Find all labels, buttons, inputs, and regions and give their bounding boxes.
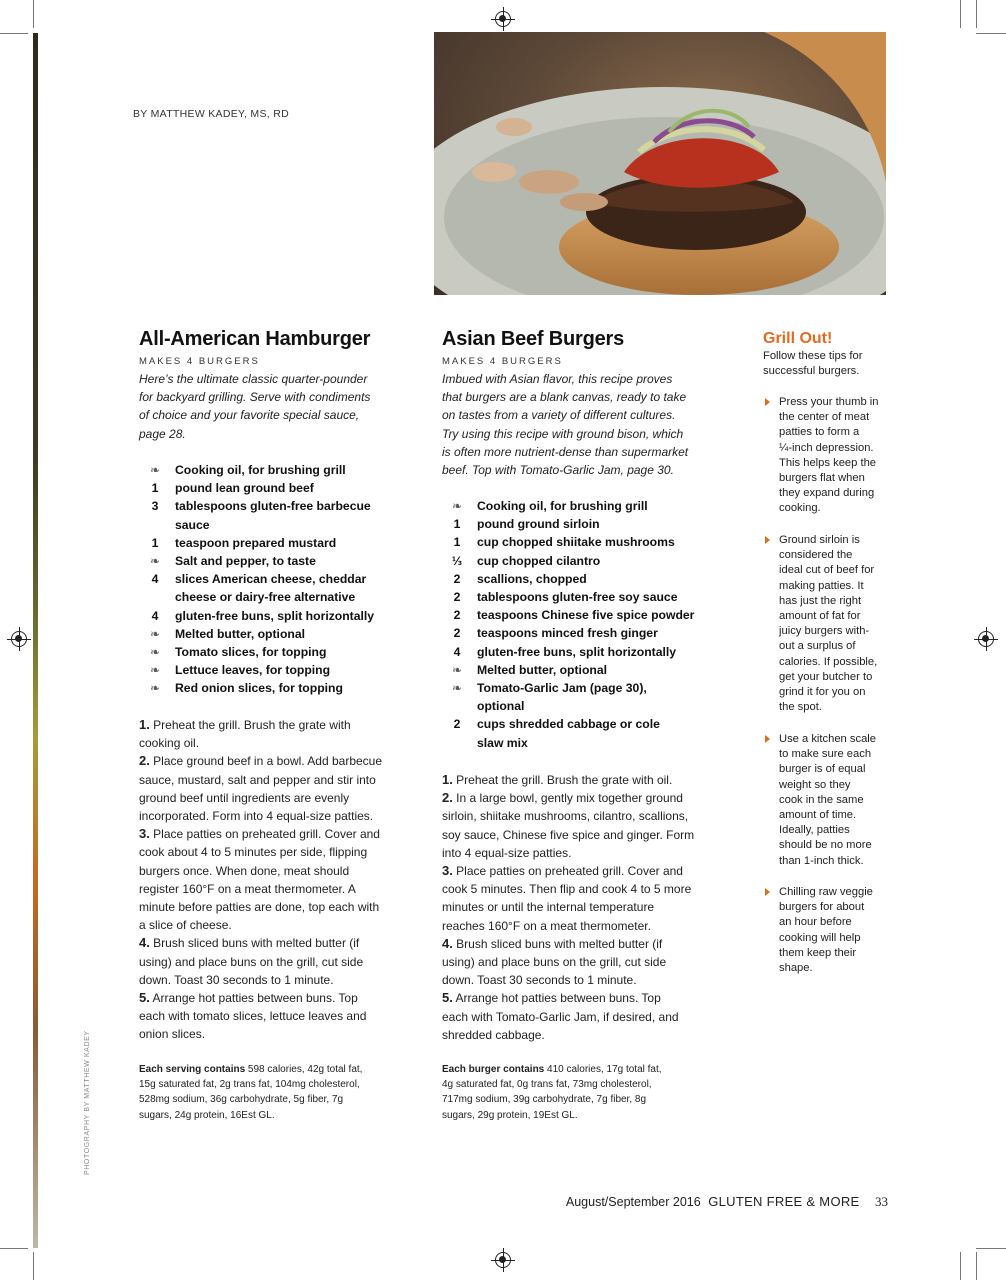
ingredient-item xyxy=(144,661,404,679)
intro-line: Try using this recipe with ground bison, which xyxy=(442,426,684,441)
tip-line: has just the right xyxy=(779,594,862,607)
ingredient-text: Cooking oil, for brushing grill xyxy=(477,499,648,513)
ingredient-text: pound ground sirloin xyxy=(477,517,600,532)
tip-line: weight so they xyxy=(779,778,851,791)
tip-line: calories. If possible, xyxy=(779,655,878,668)
step-number: 1. xyxy=(442,772,453,787)
tip-item xyxy=(765,732,890,869)
step-number: 5. xyxy=(139,990,150,1006)
tip-line: making patties. It xyxy=(779,579,864,592)
recipe-steps xyxy=(442,771,717,1044)
ingredient-list xyxy=(144,461,404,698)
step xyxy=(139,934,404,952)
bullet-arrow-icon xyxy=(765,888,770,896)
step-line: Arrange hot patties between buns. Top xyxy=(149,991,358,1006)
intro-line: Imbued with Asian flavor, this recipe proves xyxy=(442,372,673,386)
step-line: cooking oil. xyxy=(139,736,200,751)
intro-line: page 28. xyxy=(139,426,186,441)
ingredient-item xyxy=(446,679,726,697)
nutrition-line xyxy=(139,1062,404,1077)
ingredient-qty: ❧ xyxy=(451,681,463,696)
step-line: Arrange hot patties between buns. Top xyxy=(452,991,661,1006)
step-number: 1. xyxy=(139,717,150,732)
tip-line: get your butcher to xyxy=(779,670,873,683)
step xyxy=(139,825,404,843)
step-line: down. Toast 30 seconds to 1 minute. xyxy=(139,972,334,987)
ingredient-item xyxy=(446,533,726,551)
ingredient-text: Tomato-Garlic Jam (page 30), xyxy=(477,681,647,696)
recipe-yield: MAKES 4 BURGERS xyxy=(139,356,260,367)
tip-line: out a surplus of xyxy=(779,640,856,653)
nutrition-label: Each serving contains xyxy=(139,1064,246,1075)
tip-line: ¼-inch depression. xyxy=(779,441,874,454)
nutrition-line xyxy=(442,1062,712,1077)
step-line: into 4 equal-size patties. xyxy=(442,845,572,860)
intro-line: of choice and your favorite special sauce, xyxy=(139,408,360,423)
tip-line: amount of time. xyxy=(779,809,857,822)
nutrition-info xyxy=(139,1062,404,1123)
ingredient-text: Cooking oil, for brushing grill xyxy=(175,463,346,477)
step-line: sauce, mustard, salt and pepper and stir into xyxy=(139,772,376,787)
photo-credit: PHOTOGRAPHY BY MATTHEW KADEY xyxy=(84,1030,91,1175)
intro-line: beef. Top with Tomato-Garlic Jam, page 30. xyxy=(442,463,674,478)
step-line: Brush sliced buns with melted butter (if xyxy=(149,936,360,951)
tip-line: shape. xyxy=(779,962,813,975)
ingredient-qty: ❧ xyxy=(149,626,161,641)
tip-line: should be no more xyxy=(779,839,872,852)
step-number: 4. xyxy=(442,935,453,951)
ingredient-qty xyxy=(446,697,468,715)
tip-line: them keep their xyxy=(779,946,857,959)
intro-line: that burgers are a blank canvas, ready to take xyxy=(442,390,687,405)
ingredient-list xyxy=(446,497,726,752)
step-line: Place patties on preheated grill. Cover and xyxy=(149,827,380,842)
recipe-steps xyxy=(139,716,404,1044)
ingredient-text: teaspoon prepared mustard xyxy=(175,535,337,550)
tip-line: This helps keep the xyxy=(779,456,877,469)
ingredient-qty: ❧ xyxy=(149,645,161,660)
nutrition-label: Each burger contains xyxy=(442,1064,545,1075)
ingredient-text: Melted butter, optional xyxy=(477,662,607,677)
ingredient-item xyxy=(446,606,726,624)
tip-line: Use a kitchen scale xyxy=(779,733,877,745)
step xyxy=(442,935,717,953)
crop-mark xyxy=(976,0,977,28)
ingredient-text: tablespoons gluten-free barbecue xyxy=(175,499,371,514)
tip-line: ideal cut of beef for xyxy=(779,564,875,577)
ingredient-item xyxy=(446,515,726,533)
tip-line: to make sure each xyxy=(779,748,872,761)
step-line: register 160°F on a meat thermometer. A xyxy=(139,881,356,896)
tip-line: burger is of equal xyxy=(779,763,866,776)
tip-line: Ideally, patties xyxy=(779,824,850,837)
recipe-intro xyxy=(139,370,399,443)
ingredient-item xyxy=(446,624,726,642)
ingredient-qty: 4 xyxy=(151,572,159,587)
ingredient-text: gluten-free buns, split horizontally xyxy=(175,608,375,623)
tip-line: juicy burgers with- xyxy=(779,625,870,638)
tip-line: burgers flat when xyxy=(779,472,865,485)
step xyxy=(442,771,717,789)
tip-text xyxy=(779,533,877,715)
ingredient-item xyxy=(144,679,404,697)
ingredient-qty xyxy=(446,734,468,752)
tip-item xyxy=(765,885,890,976)
step-line: Place ground beef in a bowl. Add barbecue xyxy=(149,754,383,769)
tip-text xyxy=(779,732,876,869)
step-line: Preheat the grill. Brush the grate with xyxy=(149,718,351,732)
recipe-title: Asian Beef Burgers xyxy=(442,328,625,350)
tip-line: Ground sirloin is xyxy=(779,534,860,546)
tip-line: the spot. xyxy=(779,701,822,714)
tip-text xyxy=(779,885,873,976)
ingredient-item xyxy=(446,552,726,570)
ingredient-text: cups shredded cabbage or cole xyxy=(477,717,660,732)
ingredient-text: teaspoons Chinese five spice powder xyxy=(477,608,695,623)
ingredient-item xyxy=(144,534,404,552)
tip-item xyxy=(765,533,890,715)
crop-mark xyxy=(976,1248,1006,1249)
ingredient-item xyxy=(144,552,404,570)
ingredient-item xyxy=(144,497,404,515)
nutrition-line: 717mg sodium, 39g carbohydrate, 7g fiber, 8g xyxy=(442,1094,647,1106)
burger-illustration xyxy=(434,32,886,295)
ingredient-qty: ❧ xyxy=(149,663,161,678)
intro-line: on tastes from a variety of different cultures. xyxy=(442,408,676,423)
crop-mark xyxy=(33,1252,34,1280)
step-line: cook about 4 to 5 minutes per side, flipping xyxy=(139,845,368,860)
ingredient-qty: 1 xyxy=(151,535,159,550)
sidebar-intro: Follow these tips for successful burgers. xyxy=(763,350,863,378)
ingredient-qty: 1 xyxy=(453,517,461,532)
magazine-name: GLUTEN FREE & MORE xyxy=(708,1194,860,1209)
decorative-color-strip xyxy=(33,33,38,1248)
step-line: shredded cabbage. xyxy=(442,1027,545,1042)
crop-mark xyxy=(976,33,1006,34)
bullet-arrow-icon xyxy=(765,536,770,544)
step xyxy=(442,989,717,1007)
tip-line: patties to form a xyxy=(779,426,860,439)
step-line: each with tomato slices, lettuce leaves and xyxy=(139,1009,367,1024)
ingredient-item xyxy=(144,588,404,606)
ingredient-qty: ❧ xyxy=(451,662,463,677)
step-number: 5. xyxy=(442,990,453,1006)
registration-mark xyxy=(11,631,27,647)
burger-photo xyxy=(434,32,886,295)
step-line: burgers once. When done, meat should xyxy=(139,863,350,878)
ingredient-text: tablespoons gluten-free soy sauce xyxy=(477,590,678,605)
crop-mark xyxy=(0,33,28,34)
ingredient-qty: 2 xyxy=(453,608,461,623)
ingredient-text: Melted butter, optional xyxy=(175,626,305,641)
registration-mark xyxy=(978,631,994,647)
ingredient-qty: 1 xyxy=(453,535,461,550)
issue-date: August/September 2016 xyxy=(565,1195,701,1209)
step xyxy=(139,716,404,734)
nutrition-line: sugars, 29g protein, 19Est GL. xyxy=(442,1109,578,1121)
ingredient-item xyxy=(144,643,404,661)
ingredient-qty: ❧ xyxy=(149,681,161,696)
ingredient-item xyxy=(446,497,726,515)
intro-line: for backyard grilling. Serve with condiments xyxy=(139,390,371,405)
tip-line: cooking. xyxy=(779,502,821,515)
tip-line: considered the xyxy=(779,549,853,562)
tip-line: amount of fat for xyxy=(779,610,861,623)
step-line: cook 5 minutes. Then flip and cook 4 to 5 more xyxy=(442,882,692,897)
ingredient-qty: ❧ xyxy=(149,554,161,569)
step-line: ground beef until ingredients are evenly xyxy=(139,790,350,805)
nutrition-text: 598 calories, 42g total fat, xyxy=(245,1064,363,1075)
step-line: using) and place buns on the grill, cut side xyxy=(442,955,667,970)
step-number: 3. xyxy=(139,826,150,842)
crop-mark xyxy=(960,1252,961,1280)
tip-line: they expand during xyxy=(779,487,875,500)
ingredient-qty: 3 xyxy=(151,499,159,514)
ingredient-text: scallions, chopped xyxy=(477,571,587,586)
nutrition-info xyxy=(442,1062,712,1123)
ingredient-qty: 2 xyxy=(453,571,461,586)
nutrition-text: 410 calories, 17g total fat, xyxy=(544,1064,662,1075)
recipe-yield: MAKES 4 BURGERS xyxy=(442,356,563,367)
tip-line: cook in the same xyxy=(779,793,864,806)
intro-line: Here’s the ultimate classic quarter-pounder xyxy=(139,372,368,386)
tip-text xyxy=(779,395,879,517)
ingredient-qty: ⅓ xyxy=(451,553,463,568)
ingredient-text: cheese or dairy-free alternative xyxy=(175,590,356,605)
tip-line: Press your thumb in xyxy=(779,396,879,408)
ingredient-text: gluten-free buns, split horizontally xyxy=(477,644,677,659)
ingredient-text: cup chopped shiitake mushrooms xyxy=(477,535,675,550)
step-line: using) and place buns on the grill, cut side xyxy=(139,954,364,969)
ingredient-qty xyxy=(144,588,166,606)
ingredient-item xyxy=(446,643,726,661)
ingredient-qty: 1 xyxy=(151,481,159,496)
ingredient-qty: 2 xyxy=(453,717,461,732)
ingredient-qty: 2 xyxy=(453,626,461,641)
ingredient-text: Tomato slices, for topping xyxy=(175,645,327,660)
step-line: minutes or until the internal temperature xyxy=(442,900,655,915)
bullet-arrow-icon xyxy=(765,398,770,406)
tip-line: the center of meat xyxy=(779,411,870,424)
ingredient-text: cup chopped cilantro xyxy=(477,553,601,568)
step-line: down. Toast 30 seconds to 1 minute. xyxy=(442,973,637,988)
byline: BY MATTHEW KADEY, MS, RD xyxy=(133,108,289,120)
nutrition-line: sugars, 24g protein, 16Est GL. xyxy=(139,1109,275,1121)
ingredient-qty: 4 xyxy=(151,608,159,623)
step-number: 4. xyxy=(139,935,150,951)
page-number: 33 xyxy=(875,1194,888,1209)
ingredient-item xyxy=(446,715,726,733)
ingredient-item xyxy=(446,570,726,588)
step-number: 2. xyxy=(139,753,150,769)
step-line: onion slices. xyxy=(139,1027,206,1042)
step-line: In a large bowl, gently mix together ground xyxy=(452,791,683,806)
step-line: soy sauce, Chinese five spice and ginger. Form xyxy=(442,827,695,842)
ingredient-item xyxy=(446,734,726,752)
step xyxy=(442,862,717,880)
step-line: Brush sliced buns with melted butter (if xyxy=(452,936,663,951)
ingredient-item xyxy=(144,607,404,625)
ingredient-qty: ❧ xyxy=(149,463,161,477)
step-line: each with Tomato-Garlic Jam, if desired, and xyxy=(442,1009,679,1024)
nutrition-line: 15g saturated fat, 2g trans fat, 104mg cholesterol, xyxy=(139,1079,360,1091)
step-line: a slice of cheese. xyxy=(139,918,232,933)
ingredient-text: pound lean ground beef xyxy=(175,481,314,496)
tip-line: cooking will help xyxy=(779,931,861,944)
ingredient-item xyxy=(144,570,404,588)
ingredient-text: optional xyxy=(477,699,525,714)
sidebar-title: Grill Out! xyxy=(763,330,833,347)
registration-mark xyxy=(495,1252,511,1268)
nutrition-line: 4g saturated fat, 0g trans fat, 73mg cholesterol, xyxy=(442,1079,652,1091)
tip-line: Chilling raw veggie xyxy=(779,886,873,898)
ingredient-text: slaw mix xyxy=(477,735,528,750)
ingredient-text: Red onion slices, for topping xyxy=(175,681,343,696)
ingredient-item xyxy=(446,588,726,606)
step-line: sirloin, shiitake mushrooms, cilantro, scallions, xyxy=(442,809,689,824)
step-line: reaches 160°F on a meat thermometer. xyxy=(442,918,651,933)
tip-line: grind it for you on xyxy=(779,686,866,699)
ingredient-item xyxy=(446,661,726,679)
ingredient-text: sauce xyxy=(175,517,210,532)
step-line: Preheat the grill. Brush the grate with oil. xyxy=(452,773,673,787)
tip-line: an hour before xyxy=(779,916,852,929)
intro-line: is often more nutrient-dense than supermarket xyxy=(442,444,689,459)
page-footer xyxy=(566,1194,888,1210)
step-line: incorporated. Form into 4 equal-size patties. xyxy=(139,809,374,824)
ingredient-qty xyxy=(144,516,166,534)
ingredient-text: teaspoons minced fresh ginger xyxy=(477,626,658,641)
tip-line: than 1-inch thick. xyxy=(779,854,864,867)
ingredient-item xyxy=(144,461,404,479)
recipe-title: All-American Hamburger xyxy=(139,328,371,350)
step-line: Place patties on preheated grill. Cover and xyxy=(452,864,683,879)
ingredient-item xyxy=(446,697,726,715)
ingredient-qty: 2 xyxy=(453,590,461,605)
step-number: 2. xyxy=(442,790,453,806)
crop-mark xyxy=(33,0,34,28)
nutrition-line: 528mg sodium, 36g carbohydrate, 5g fiber, 7g xyxy=(139,1094,344,1106)
ingredient-item xyxy=(144,625,404,643)
ingredient-qty: 4 xyxy=(453,644,461,659)
crop-mark xyxy=(976,1252,977,1280)
ingredient-qty: ❧ xyxy=(451,499,463,513)
step xyxy=(139,989,404,1007)
ingredient-text: slices American cheese, cheddar xyxy=(175,572,367,587)
step xyxy=(139,752,404,770)
ingredient-item xyxy=(144,516,404,534)
crop-mark xyxy=(960,0,961,28)
step-line: minute before patties are done, top each with xyxy=(139,900,380,915)
tip-line: burgers for about xyxy=(779,901,865,914)
ingredient-text: Salt and pepper, to taste xyxy=(175,554,316,569)
ingredient-text: Lettuce leaves, for topping xyxy=(175,663,331,678)
registration-mark xyxy=(495,11,511,27)
tip-item xyxy=(765,395,890,517)
ingredient-item xyxy=(144,479,404,497)
step-number: 3. xyxy=(442,863,453,879)
step xyxy=(442,789,717,807)
bullet-arrow-icon xyxy=(765,735,770,743)
recipe-intro xyxy=(442,370,712,479)
crop-mark xyxy=(0,1248,28,1249)
